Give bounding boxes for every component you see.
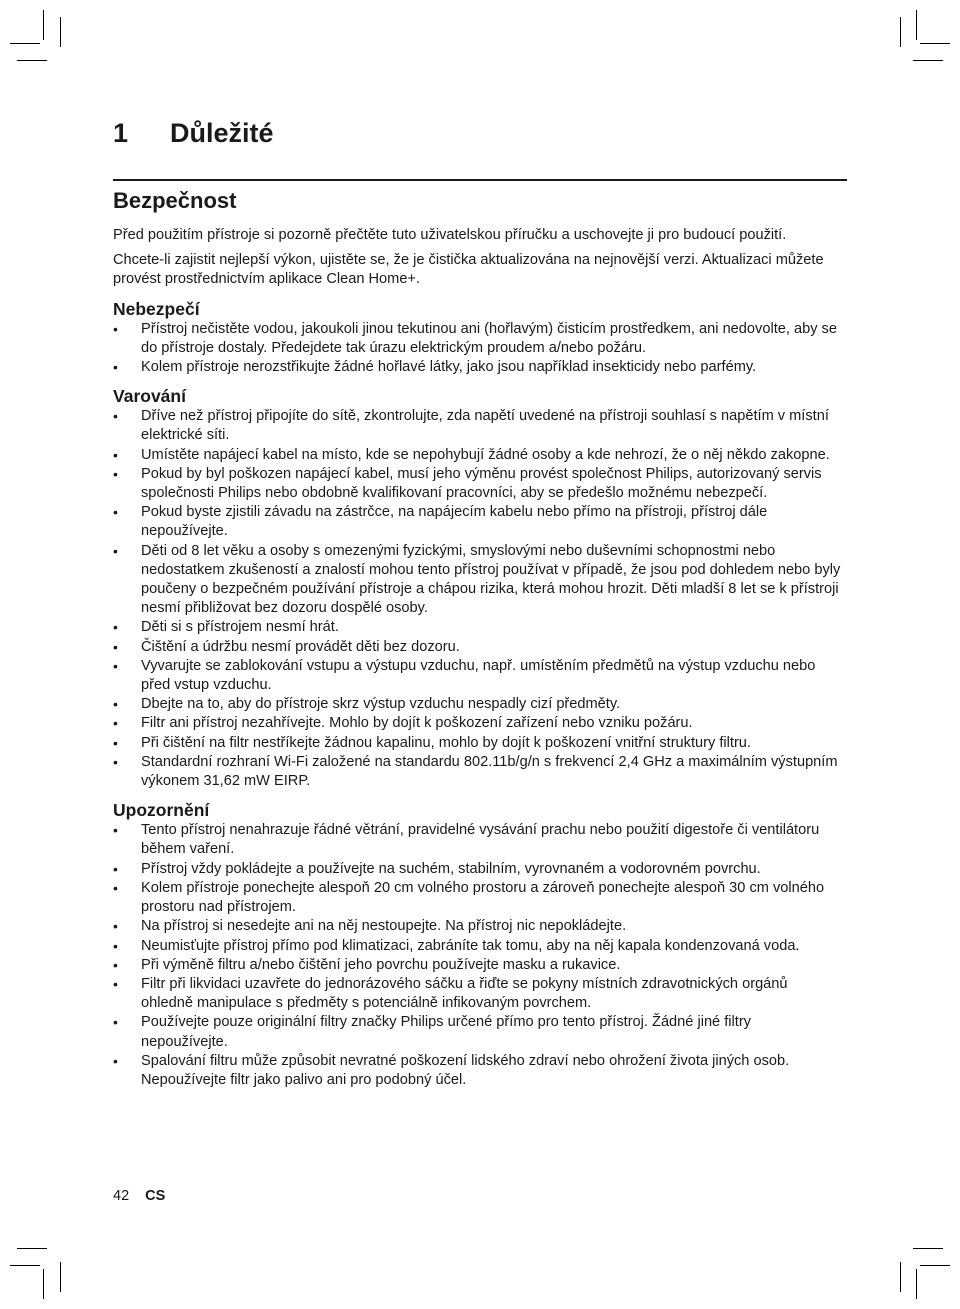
crop-mark xyxy=(43,10,44,40)
bullet-icon: • xyxy=(113,956,118,973)
chapter-title: Důležité xyxy=(170,118,274,148)
heading-rule xyxy=(113,179,847,181)
crop-mark xyxy=(10,43,40,44)
list-item xyxy=(113,1013,841,1051)
list-item xyxy=(113,714,841,733)
list-item xyxy=(113,503,841,541)
bullet-icon: • xyxy=(113,542,118,559)
list-item xyxy=(113,542,841,619)
crop-mark xyxy=(60,1262,61,1292)
crop-mark xyxy=(900,17,901,47)
list-item xyxy=(113,753,841,791)
bullet-icon: • xyxy=(113,918,118,935)
crop-mark xyxy=(10,1265,40,1266)
list-item xyxy=(113,618,841,637)
crop-mark xyxy=(913,1248,943,1249)
bullet-icon: • xyxy=(113,879,118,896)
bullet-icon: • xyxy=(113,734,118,751)
list-item-text: Filtr ani přístroj nezahřívejte. Mohlo by dojít k poškození zařízení nebo vzniku požáru. xyxy=(141,715,693,732)
bullet-icon: • xyxy=(113,860,118,877)
list-item-text: Neumisťujte přístroj přímo pod klimatizaci, zabráníte tak tomu, aby na něj kapala kondenzovaná voda. xyxy=(141,937,800,954)
list-item-text: Pokud byste zjistili závadu na zástrčce, na napájecím kabelu nebo přímo na přístroji, přístroj dále nepoužívejte. xyxy=(141,504,768,540)
crop-mark xyxy=(43,1269,44,1299)
intro xyxy=(113,226,841,290)
bullet-icon: • xyxy=(113,446,118,463)
bullet-icon: • xyxy=(113,1052,118,1069)
list-item-text: Dříve než přístroj připojíte do sítě, zkontrolujte, zda napětí uvedené na přístroji souhlasí s napětím v místní elektrické síti. xyxy=(141,408,829,444)
bullet-icon: • xyxy=(113,696,118,713)
list-item xyxy=(113,358,841,377)
list-item-text: Přístroj nečistěte vodou, jakoukoli jinou tekutinou ani (hořlavým) čisticím prostředkem, ani nedovolte, aby se do přístroje dostaly. Předejdete tak úrazu elektrickým proudem a/nebo požáru. xyxy=(141,320,837,356)
list-item xyxy=(113,937,841,956)
list-item xyxy=(113,1052,841,1090)
list-item xyxy=(113,734,841,753)
chapter-number: 1 xyxy=(113,118,129,148)
crop-mark xyxy=(17,60,47,61)
warning-heading: Varování xyxy=(113,386,186,407)
bullet-icon: • xyxy=(113,937,118,954)
list-item-text: Umístěte napájecí kabel na místo, kde se nepohybují žádné osoby a kde nehrozí, že o něj někdo zakopne. xyxy=(141,446,830,463)
list-item-text: Při čištění na filtr nestříkejte žádnou kapalinu, mohlo by dojít k poškození vnitřní struktury filtru. xyxy=(141,734,751,751)
list-item xyxy=(113,320,841,358)
page-number: 42 xyxy=(113,1188,130,1204)
list-item-text: Používejte pouze originální filtry značky Philips určené přímo pro tento přístroj. Žádné jiné filtry nepoužívejte. xyxy=(141,1014,751,1050)
warning-list xyxy=(113,407,841,791)
list-item xyxy=(113,879,841,917)
list-item-text: Kolem přístroje nerozstřikujte žádné hořlavé látky, jako jsou například insekticidy nebo parfémy. xyxy=(141,359,757,376)
crop-mark xyxy=(900,1262,901,1292)
list-item-text: Pokud by byl poškozen napájecí kabel, musí jeho výměnu provést společnost Philips, autorizovaný servis společnosti Philips nebo obdobně kvalifikovaní pracovníci, aby se předešlo možnému nebezpečí. xyxy=(141,465,822,502)
list-item xyxy=(113,638,841,657)
list-item-text: Děti si s přístrojem nesmí hrát. xyxy=(141,619,339,636)
chapter-heading xyxy=(113,118,274,149)
crop-mark xyxy=(916,1269,917,1299)
list-item xyxy=(113,465,841,503)
bullet-icon: • xyxy=(113,504,118,521)
list-item-text: Vyvarujte se zablokování vstupu a výstupu vzduchu, např. umístěním předmětů na výstup vzduchu nebo před vstup vzduchu. xyxy=(141,657,816,694)
danger-list xyxy=(113,320,841,378)
list-item xyxy=(113,407,841,445)
language-code: CS xyxy=(145,1188,166,1204)
list-item xyxy=(113,860,841,879)
danger-heading: Nebezpečí xyxy=(113,298,200,319)
list-item xyxy=(113,695,841,714)
bullet-icon: • xyxy=(113,1014,118,1031)
list-item xyxy=(113,975,841,1013)
bullet-icon: • xyxy=(113,638,118,655)
crop-mark xyxy=(920,1265,950,1266)
crop-mark xyxy=(920,43,950,44)
crop-mark xyxy=(916,10,917,40)
bullet-icon: • xyxy=(113,753,118,770)
list-item-text: Při výměně filtru a/nebo čištění jeho povrchu používejte masku a rukavice. xyxy=(141,956,621,973)
bullet-icon: • xyxy=(113,359,118,376)
crop-mark xyxy=(17,1248,47,1249)
bullet-icon: • xyxy=(113,320,118,337)
bullet-icon: • xyxy=(113,619,118,636)
list-item-text: Na přístroj si nesedejte ani na něj nestoupejte. Na přístroj nic nepokládejte. xyxy=(141,918,627,935)
list-item-text: Čištění a údržbu nesmí provádět děti bez dozoru. xyxy=(141,638,460,655)
bullet-icon: • xyxy=(113,657,118,674)
list-item-text: Děti od 8 let věku a osoby s omezenými fyzickými, smyslovými nebo duševními schopnostmi nebo nedostatkem zkušeností a znalostí mohou tento přístroj používat v případě, že jsou pod dohledem nebo byly poučeny o bezpečném používání přístroje a chápou rizika, která mohou hrozit. Děti mladší 8 let se k přístroji nesmí přibližovat bez dozoru dospělé osoby. xyxy=(141,542,841,617)
list-item-text: Kolem přístroje ponechejte alespoň 20 cm volného prostoru a zároveň ponechejte alespoň 30 cm volného prostoru nad přístrojem. xyxy=(141,879,825,916)
page-footer xyxy=(113,1188,165,1204)
intro-paragraph: Chcete-li zajistit nejlepší výkon, ujistěte se, že je čistička aktualizována na nejnovější verzi. Aktualizaci můžete provést prostřednictvím aplikace Clean Home+. xyxy=(113,252,824,288)
list-item-text: Spalování filtru může způsobit nevratné poškození lidského zdraví nebo ohrožení života jiných osob. Nepoužívejte filtr jako palivo ani pro podobný účel. xyxy=(141,1052,790,1088)
list-item-text: Dbejte na to, aby do přístroje skrz výstup vzduchu nespadly cizí předměty. xyxy=(141,696,621,713)
list-item xyxy=(113,446,841,465)
section-title: Bezpečnost xyxy=(113,188,237,213)
list-item xyxy=(113,956,841,975)
caution-list xyxy=(113,821,841,1090)
list-item-text: Standardní rozhraní Wi-Fi založené na standardu 802.11b/g/n s frekvencí 2,4 GHz a maximálním výstupním výkonem 31,62 mW EIRP. xyxy=(141,753,838,790)
crop-mark xyxy=(913,60,943,61)
caution-heading: Upozornění xyxy=(113,800,210,821)
list-item xyxy=(113,821,841,859)
bullet-icon: • xyxy=(113,975,118,992)
list-item xyxy=(113,917,841,936)
page-content xyxy=(113,186,841,1090)
bullet-icon: • xyxy=(113,715,118,732)
bullet-icon: • xyxy=(113,822,118,839)
list-item-text: Filtr při likvidaci uzavřete do jednorázového sáčku a řiďte se pokyny místních zdravotnických orgánů ohledně manipulace s předměty s potenciálně infikovaným povrchem. xyxy=(141,975,788,1012)
intro-paragraph: Před použitím přístroje si pozorně přečtěte tuto uživatelskou příručku a uschovejte ji pro budoucí použití. xyxy=(113,227,787,243)
list-item-text: Přístroj vždy pokládejte a používejte na suchém, stabilním, vyrovnaném a vodorovném povrchu. xyxy=(141,860,761,877)
crop-mark xyxy=(60,17,61,47)
bullet-icon: • xyxy=(113,465,118,482)
list-item xyxy=(113,657,841,695)
list-item-text: Tento přístroj nenahrazuje řádné větrání, pravidelné vysávání prachu nebo použití digestoře či ventilátoru během vaření. xyxy=(141,822,820,858)
bullet-icon: • xyxy=(113,408,118,425)
